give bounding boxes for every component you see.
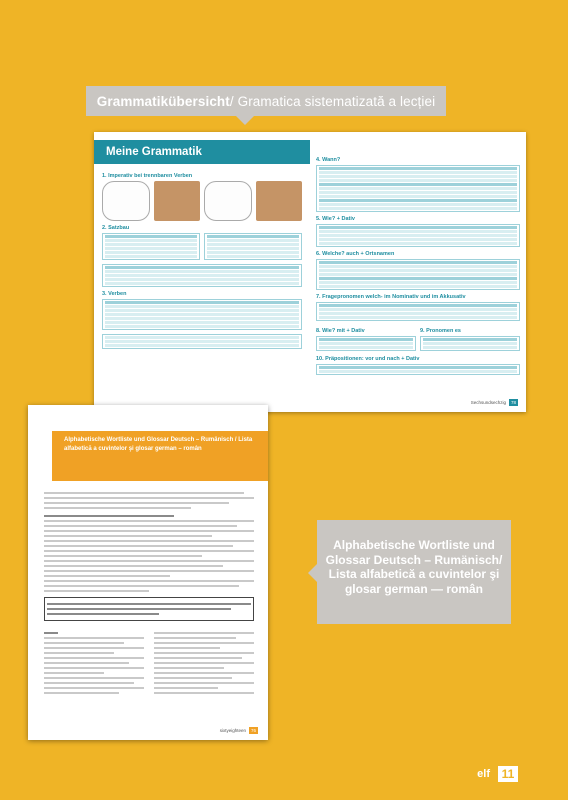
speech-bubbles-illustration (102, 181, 302, 221)
grammar-section (316, 216, 520, 247)
grammar-table (102, 264, 302, 287)
grammar-left-column (102, 170, 302, 353)
children-photo (154, 181, 200, 221)
grammar-section (316, 356, 520, 375)
grammar-section-pair (316, 325, 520, 352)
grammar-table (102, 334, 302, 349)
grammar-page-footer (471, 399, 518, 406)
grammar-section (316, 157, 520, 212)
glossary-page-number: 76 (250, 728, 256, 733)
glossary-body-text (44, 489, 254, 697)
glossary-page-footer-label: sixtyeighteen (219, 728, 246, 733)
glossary-note-box (44, 597, 254, 621)
grammar-section-title: 5. Wie? + Dativ (316, 216, 355, 222)
caption-grammar-overview-bold: Grammatikübersicht (96, 93, 230, 109)
grammar-section-title: 1. Imperativ bei trennbaren Verben (102, 173, 193, 179)
caption-glossary: Alphabetische Wortliste und Glossar Deutsch – Rumänisch/ Lista alfabetică a cuvintelor şi glosar german — român (317, 520, 511, 624)
grammar-section-title: 9. Pronomen es (420, 328, 461, 334)
caption-grammar-overview (86, 86, 446, 116)
grammar-section (316, 294, 520, 321)
grammar-tables-row (102, 233, 302, 264)
grammar-right-column (316, 154, 520, 379)
grammar-section-title: 6. Welche? auch + Ortsnamen (316, 251, 395, 257)
page-number: 11 (498, 766, 518, 782)
children-photo (256, 181, 302, 221)
grammar-section-title: 8. Wie? mit + Dativ (316, 328, 365, 334)
glossary-page-footer (220, 727, 258, 734)
grammar-section-title: 4. Wann? (316, 157, 341, 163)
grammar-section-title: 3. Verben (102, 291, 127, 297)
brand-label: elf (477, 768, 490, 780)
page-footer (477, 766, 518, 782)
grammar-section-title: 7. Fragepronomen welch- im Nominativ und im Akkusativ (316, 294, 466, 300)
grammar-page-thumbnail (94, 132, 526, 412)
grammar-section (316, 251, 520, 290)
grammar-section-title: 10. Präpositionen: vor und nach + Dativ (316, 356, 420, 362)
speech-bubble (102, 181, 150, 221)
grammar-section-title: 2. Satzbau (102, 225, 130, 231)
speech-bubble (204, 181, 252, 221)
grammar-page-title: Meine Grammatik (94, 140, 310, 164)
grammar-table (102, 299, 302, 330)
glossary-word-columns (44, 629, 254, 697)
grammar-table (204, 233, 302, 260)
glossary-page-thumbnail (28, 405, 268, 740)
caption-grammar-overview-rest: / Gramatica sistematizată a lecției (229, 93, 436, 109)
grammar-table (102, 233, 200, 260)
grammar-page-footer-label: Sechsundsechzig (470, 400, 506, 405)
grammar-page-number: 78 (510, 400, 516, 405)
glossary-page-title: Alphabetische Wortliste und Glossar Deutsch – Rumänisch / Lista alfabetică a cuvintelor şi glosar german – român (52, 431, 268, 481)
